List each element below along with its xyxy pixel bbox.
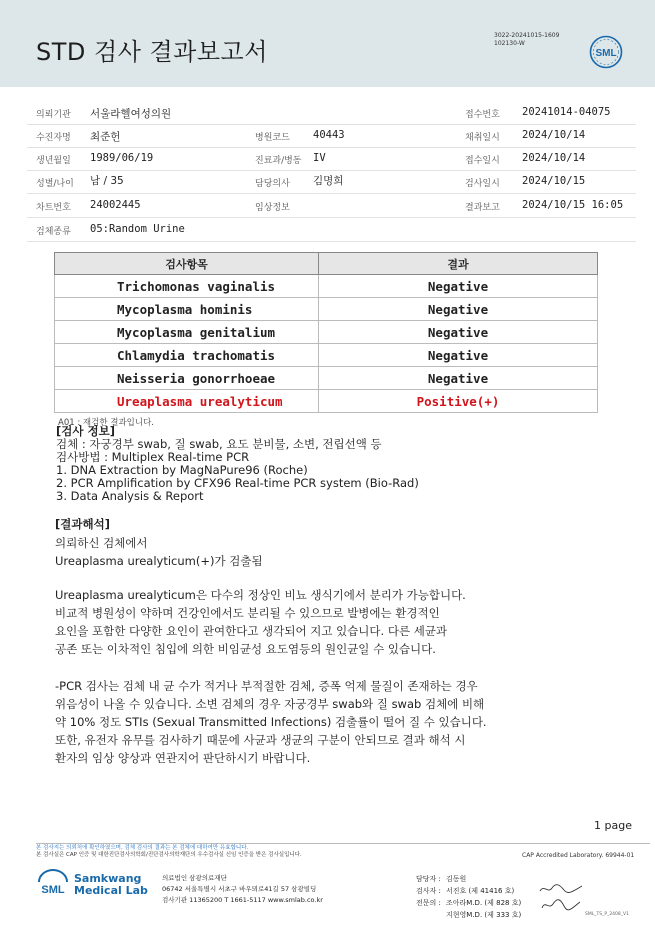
label-test-date: 검사일시 [465,179,500,189]
staff-row [416,909,521,921]
label-receipt-date: 접수일시 [465,156,500,166]
document-id-line2: 102130-W [494,40,525,47]
interpretation-line: 의뢰하신 검체에서 [55,536,148,550]
footer-notice-2: 본 검사실은 CAP 인증 및 대한진단검사의학회/진단검사의학재단의 우수검사실 신임 인증을 받은 검사실입니다. [36,852,302,858]
label-department: 진료과/병동 [255,156,302,166]
staff-name: 서진호 (제 41416 호) [446,887,515,895]
interpretation-title: [결과해석] [55,517,110,531]
org-address: 06742 서울특별시 서초구 바우뫼로41길 57 삼광빌딩 [162,885,317,893]
brand-line-2: Medical Lab [74,884,148,897]
organization-info [162,873,323,906]
interpretation-line: 비교적 병원성이 약하며 건강인에서도 분리될 수 있으므로 발병에는 환경적인 [55,606,440,620]
test-result: Negative [319,321,598,344]
test-result-positive: Positive(+) [319,390,598,413]
test-info-line: 검체 : 자궁경부 swab, 질 swab, 요도 분비물, 소변, 전립선액 등 [56,437,382,451]
value-test-date: 2024/10/15 [522,175,586,187]
samkwang-logo-mark: SML [41,884,65,896]
test-result: Negative [319,344,598,367]
label-specimen: 검체종류 [36,227,71,237]
value-receipt-date: 2024/10/14 [522,152,586,164]
info-row-2 [27,124,636,148]
samkwang-logo-icon [36,869,70,901]
value-patient-name: 최준헌 [90,131,121,143]
table-row [55,344,598,367]
staff-name: 김동원 [446,875,467,883]
label-report-date: 결과보고 [465,203,500,213]
test-result: Negative [319,298,598,321]
page-number: 1 page [594,819,632,832]
sml-logo-icon [589,35,623,69]
table-row [55,321,598,344]
form-number: SML_TS_P_2408_V1 [585,912,629,917]
interpretation-intro [55,534,263,570]
value-collection-date: 2024/10/14 [522,129,586,141]
header-result: 결과 [319,253,598,275]
test-info-line: 1. DNA Extraction by MagNaPure96 (Roche) [56,463,308,477]
value-doctor: 김명희 [313,175,344,187]
label-birth-date: 생년월일 [36,156,71,166]
label-collection-date: 채취일시 [465,133,500,143]
value-requester: 서울라헬여성의원 [90,108,172,120]
staff-row [416,897,521,909]
page-title: STD 검사 결과보고서 [36,38,268,66]
cap-accreditation: CAP Accredited Laboratory. 69944-01 [522,852,635,859]
test-result: Negative [319,275,598,298]
test-item-name: Mycoplasma hominis [55,298,319,321]
info-row-3 [27,147,636,171]
org-contact: 검사기관 11365200 T 1661-5117 www.smlab.co.kr [162,896,323,904]
footer-notices [36,845,302,859]
report-header [0,0,655,87]
interpretation-line: 위음성이 나올 수 있습니다. 소변 검체의 경우 자궁경부 swab와 질 swab 검체에 비해 [55,697,485,711]
label-requester: 의뢰기관 [36,110,71,120]
test-info-line: 3. Data Analysis & Report [56,489,204,503]
test-item-name: Mycoplasma genitalium [55,321,319,344]
test-info-section [56,425,419,503]
test-item-name: Trichomonas vaginalis [55,275,319,298]
retest-note: A01 : 재검한 결과입니다. [58,418,154,428]
table-row-positive [55,390,598,413]
table-row [55,275,598,298]
test-result: Negative [319,367,598,390]
label-hospital-code: 병원코드 [255,133,290,143]
document-id [494,32,559,48]
test-item-name: Neisseria gonorrhoeae [55,367,319,390]
interpretation-line: 또한, 유전자 유무를 검사하기 때문에 사균과 생균의 구분이 안되므로 결과 해석 시 [55,733,466,747]
interpretation-line: 약 10% 정도 STIs (Sexual Transmitted Infections) 검출률이 떨어 질 수 있습니다. [55,715,487,729]
interpretation-paragraph-2 [55,677,487,767]
value-receipt-no: 20241014-04075 [522,106,611,118]
label-chart-no: 차트번호 [36,203,71,213]
interpretation-line: -PCR 검사는 검체 내 균 수가 적거나 부적절한 검체, 증폭 억제 물질이 존재하는 경우 [55,679,478,693]
interpretation-line: 요인을 포함한 다양한 요인이 관여한다고 생각되어 지고 있습니다. 다른 세균과 [55,624,448,638]
brand-line-1: Samkwang [74,872,142,885]
value-birth-date: 1989/06/19 [90,152,154,164]
staff-role: 전문의 : [416,899,441,907]
info-row-5 [27,194,636,218]
label-receipt-no: 접수번호 [465,110,500,120]
header-test-item: 검사항목 [55,253,319,275]
interpretation-line: Ureaplasma urealyticum은 다수의 정상인 비뇨 생식기에서 분리가 가능합니다. [55,588,466,602]
label-doctor: 담당의사 [255,179,290,189]
table-row [55,298,598,321]
results-header-row [55,253,598,275]
sml-logo-text: SML [595,48,617,59]
label-clinical-info: 임상정보 [255,203,290,213]
staff-role: 검사자 : [416,887,441,895]
value-report-date: 2024/10/15 16:05 [522,199,624,211]
value-hospital-code: 40443 [313,129,345,141]
test-item-name: Chlamydia trachomatis [55,344,319,367]
org-name: 의료법인 삼광의료재단 [162,874,227,882]
samkwang-brand [74,873,148,897]
info-row-6 [27,218,636,242]
interpretation-line: 환자의 임상 양상과 연관지어 판단하시기 바랍니다. [55,751,311,765]
signature-1-icon [538,882,584,896]
footer-notice-1: 본 검사지는 의뢰처에 확인하였으며, 검체 검사의 결과는 본 검체에 대하여만 유효합니다. [36,845,249,851]
test-item-name: Ureaplasma urealyticum [55,390,319,413]
value-chart-no: 24002445 [90,199,141,211]
test-info-line: 2. PCR Amplification by CFX96 Real-time PCR system (Bio-Rad) [56,476,419,490]
footer-divider [36,843,650,844]
staff-name: 지현영M.D. (제 333 호) [446,911,522,919]
value-department: IV [313,152,326,164]
table-row [55,367,598,390]
label-sex-age: 성별/나이 [36,179,74,189]
interpretation-line: Ureaplasma urealyticum(+)가 검출됨 [55,554,263,568]
samkwang-logo [36,869,156,901]
signature-2-icon [540,896,582,912]
staff-row [416,873,521,885]
staff-role: 담당자 : [416,875,441,883]
interpretation-line: 공존 또는 이차적인 침입에 의한 비임균성 요도염등의 원인균일 수 있습니다. [55,642,436,656]
results-table [54,252,598,413]
staff-name: 조아라M.D. (제 828 호) [446,899,522,907]
interpretation-paragraph-1 [55,586,466,658]
info-row-4 [27,170,636,194]
document-id-line1: 3022-20241015-1609 [494,32,560,39]
test-info-title: [검사 정보] [56,424,115,438]
value-sex-age: 남 / 35 [90,175,124,187]
info-row-1 [27,101,636,125]
label-patient-name: 수진자명 [36,133,71,143]
staff-row [416,885,521,897]
staff-info [416,873,521,921]
value-specimen: 05:Random Urine [90,223,185,235]
test-info-line: 검사방법 : Multiplex Real-time PCR [56,450,250,464]
